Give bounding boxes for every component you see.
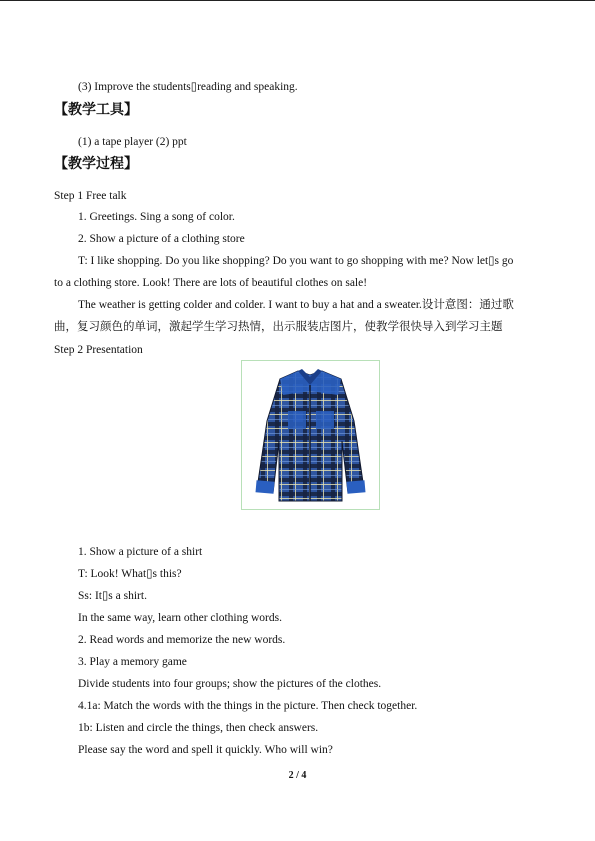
step2-item1: 1. Show a picture of a shirt <box>78 546 203 558</box>
top-rule <box>0 0 595 1</box>
step2-item2: 2. Read words and memorize the new words. <box>78 634 286 646</box>
step1-weather-line1: The weather is getting colder and colder. I want to buy a hat and a sweater.设计意图：通过歌 <box>78 299 514 311</box>
step1-weather-line2: 曲，复习颜色的单词，激起学生学习热情，出示服装店图片，使教学很快导入到学习主题 <box>54 321 503 333</box>
tools-text: (1) a tape player (2) ppt <box>78 136 187 148</box>
process-heading: 【教学过程】 <box>54 157 138 172</box>
tools-heading: 【教学工具】 <box>54 103 138 118</box>
step2-item4: 4.1a: Match the words with the things in the picture. Then check together. <box>78 700 418 712</box>
objective-3: (3) Improve the students▯reading and speaking. <box>78 81 298 93</box>
step1-title: Step 1 Free talk <box>54 190 127 202</box>
step2-students: Ss: It▯s a shirt. <box>78 590 147 602</box>
step2-title: Step 2 Presentation <box>54 344 143 356</box>
shirt-icon <box>242 361 379 509</box>
step2-same-way: In the same way, learn other clothing words. <box>78 612 282 624</box>
shirt-picture <box>241 360 380 510</box>
step1-item2: 2. Show a picture of a clothing store <box>78 233 245 245</box>
step2-item1b: 1b: Listen and circle the things, then check answers. <box>78 722 319 734</box>
step1-item1: 1. Greetings. Sing a song of color. <box>78 211 235 223</box>
page-number: 2 / 4 <box>288 770 307 781</box>
step2-item3: 3. Play a memory game <box>78 656 187 668</box>
step2-teacher: T: Look! What▯s this? <box>78 568 182 580</box>
step1-dialog-line1: T: I like shopping. Do you like shopping? Do you want to go shopping with me? Now let▯s go <box>78 255 514 267</box>
step2-divide: Divide students into four groups; show the pictures of the clothes. <box>78 678 382 690</box>
step1-dialog-line2: to a clothing store. Look! There are lots of beautiful clothes on sale! <box>54 277 368 289</box>
step2-please: Please say the word and spell it quickly. Who will win? <box>78 744 333 756</box>
